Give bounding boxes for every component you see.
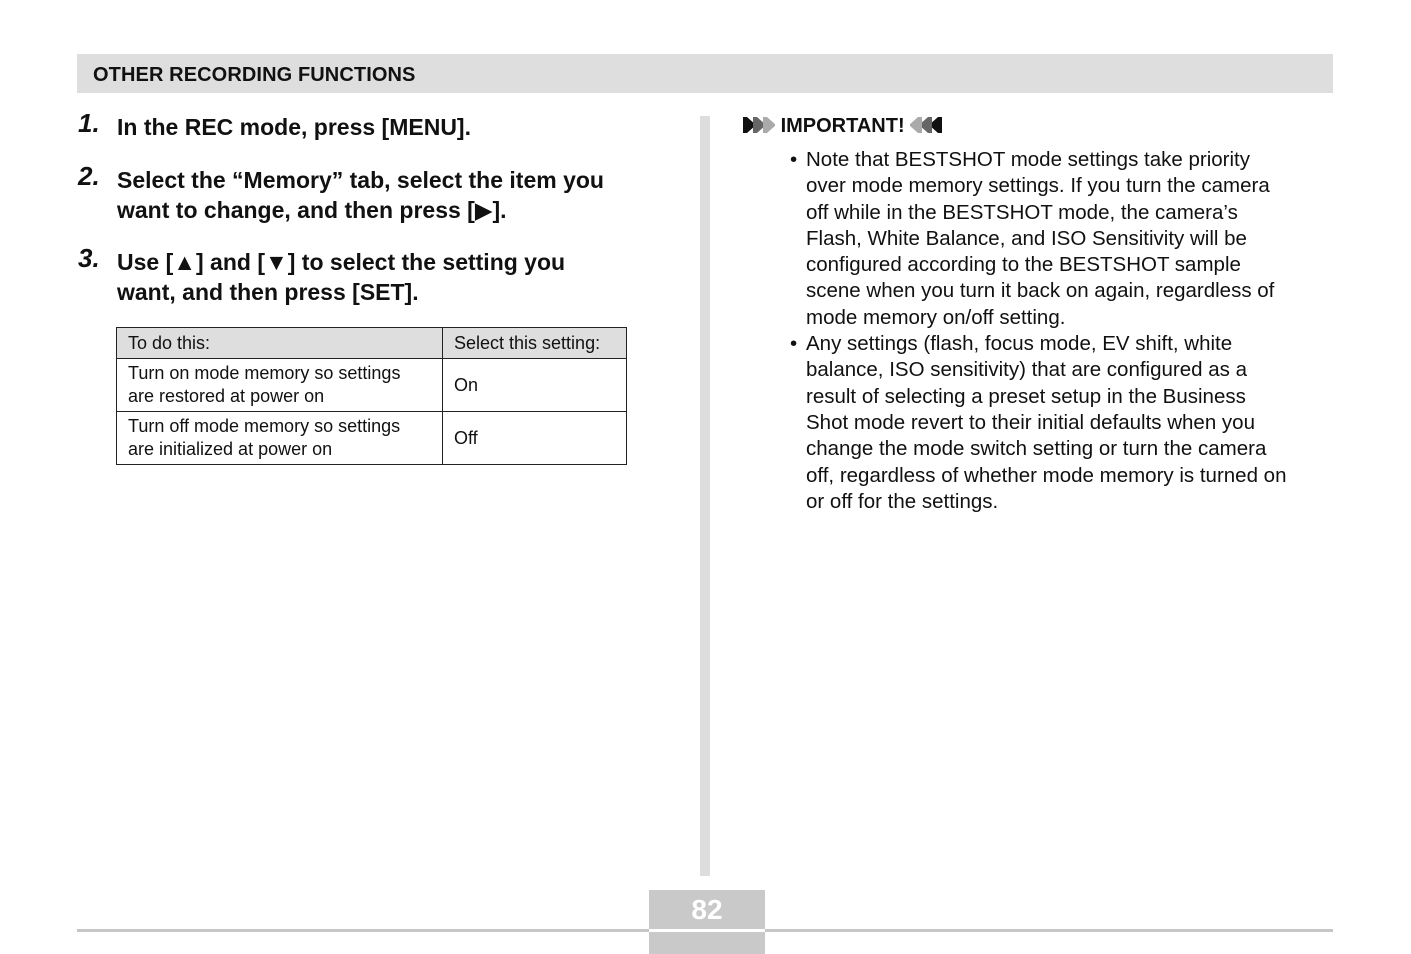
- table-header-row: [117, 328, 627, 359]
- note-line: Flash, White Balance, and ISO Sensitivity will be: [806, 226, 1247, 250]
- note-line: result of selecting a preset setup in the Business: [806, 384, 1246, 408]
- note-line: over mode memory settings. If you turn the camera: [806, 174, 1270, 198]
- table-cell-setting: On: [443, 359, 627, 412]
- page-number-box: [649, 890, 765, 954]
- important-heading: [743, 114, 942, 138]
- step-number: 1.: [78, 108, 100, 138]
- section-title: OTHER RECORDING FUNCTIONS: [93, 64, 416, 86]
- note-line: mode memory on/off setting.: [806, 305, 1066, 329]
- cell-line: are initialized at power on: [128, 439, 333, 459]
- important-notes: [790, 147, 1335, 515]
- step-text: [117, 112, 677, 142]
- step-number: 3.: [78, 243, 100, 273]
- page-box-stripe: [649, 929, 765, 932]
- important-title: IMPORTANT!: [780, 115, 905, 137]
- step-text-line: Select the “Memory” tab, select the item you: [117, 167, 604, 193]
- note-line: scene when you turn it back on again, regardless of: [806, 279, 1275, 303]
- note-line: or off for the settings.: [806, 489, 999, 513]
- note-line: • Note that BESTSHOT mode settings take priority: [806, 148, 1250, 171]
- cell-line: Turn on mode memory so settings: [128, 363, 401, 383]
- step-text: [117, 247, 677, 307]
- table-row: [117, 412, 627, 465]
- note-line: configured according to the BESTSHOT sample: [806, 253, 1241, 277]
- table-cell-action: [117, 412, 443, 465]
- cell-line: are restored at power on: [128, 386, 325, 406]
- step-text-line: want to change, and then press [▶].: [117, 197, 507, 223]
- note-line: off while in the BESTSHOT mode, the camera’s: [806, 200, 1238, 224]
- settings-table: [116, 327, 627, 465]
- note-item: [790, 331, 1335, 515]
- table-header-cell: To do this:: [117, 328, 443, 359]
- note-line: change the mode switch setting or turn the camera: [806, 437, 1267, 461]
- table-row: [117, 359, 627, 412]
- step-text: [117, 165, 677, 225]
- cell-line: Turn off mode memory so settings: [128, 416, 401, 436]
- column-divider: [700, 116, 710, 876]
- table-cell-action: [117, 359, 443, 412]
- arrows-left-icon: [910, 116, 942, 134]
- note-line: Shot mode revert to their initial defaults when you: [806, 410, 1255, 434]
- note-item: [790, 147, 1335, 331]
- note-line: off, regardless of whether mode memory is turned on: [806, 463, 1287, 487]
- step-text-line: Use [▲] and [▼] to select the setting you: [117, 249, 566, 275]
- section-header: [77, 54, 1333, 93]
- page-number: 82: [691, 894, 723, 925]
- note-line: • Any settings (flash, focus mode, EV shift, white: [806, 332, 1233, 356]
- step-text-line: want, and then press [SET].: [117, 279, 419, 305]
- table-header-cell: Select this setting:: [443, 328, 627, 359]
- table-cell-setting: Off: [443, 412, 627, 465]
- arrows-right-icon: [743, 116, 775, 134]
- note-line: balance, ISO sensitivity) that are configured as a: [806, 358, 1247, 382]
- step-text-line: In the REC mode, press [MENU].: [117, 114, 471, 140]
- step-number: 2.: [78, 161, 100, 191]
